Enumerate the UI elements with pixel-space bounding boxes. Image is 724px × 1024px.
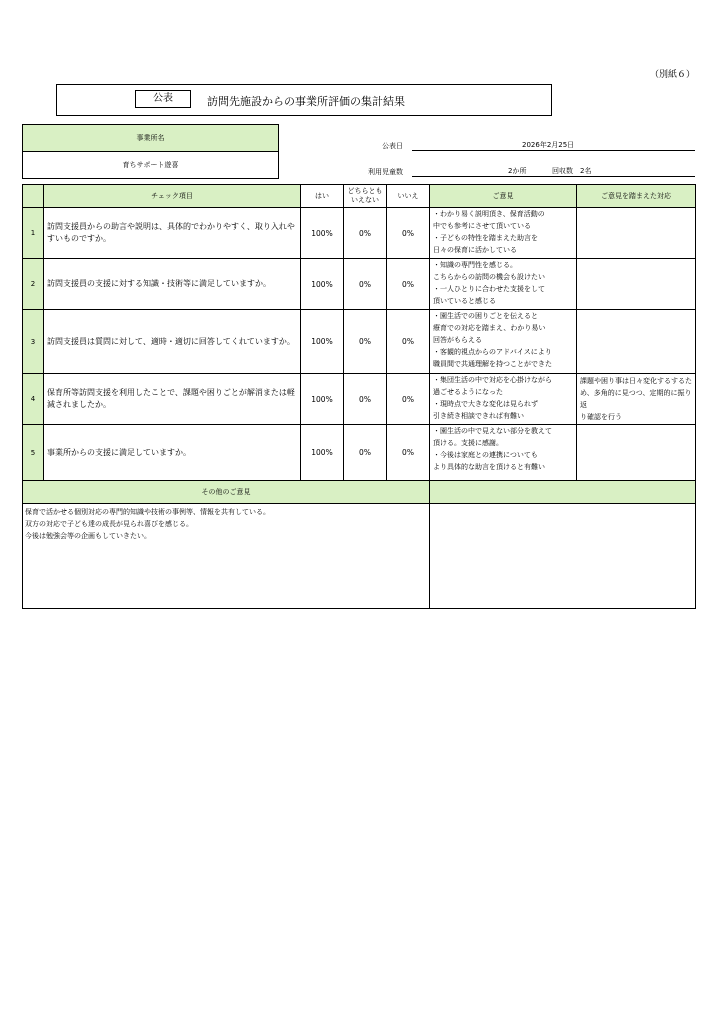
row-number: 2 bbox=[23, 259, 44, 310]
header-yes: はい bbox=[301, 185, 344, 208]
row-no: 0% bbox=[387, 310, 430, 374]
row-opinions-text: ・集団生活の中で対応を心掛けながら 過ごせるようになった ・現時点で大きな変化は見られず 引き続き相談できれば有難い bbox=[433, 376, 552, 420]
row-question: 訪問支援員は質問に対して、適時・適切に回答してくれていますか。 bbox=[44, 310, 301, 374]
publication-tag: 公表 bbox=[135, 90, 191, 108]
row-question: 訪問支援員からの助言や説明は、具体的でわかりやすく、取り入れやすいものですか。 bbox=[44, 208, 301, 259]
row-response bbox=[577, 310, 696, 374]
row-opinions-text: ・園生活での困りごとを伝えると 療育での対応を踏まえ、わかり易い 回答がもらえる ・客観的視点からのアドバイスにより 職員間で共通理解を持つことができた bbox=[433, 312, 552, 368]
responses-label: 回収数 bbox=[552, 167, 573, 175]
row-neither: 0% bbox=[344, 208, 387, 259]
office-label: 事業所名 bbox=[23, 125, 279, 152]
publication-date: 2026年2月25日 bbox=[522, 141, 575, 149]
row-question: 保育所等訪問支援を利用したことで、課題や困りごとが解消または軽減されましたか。 bbox=[44, 374, 301, 425]
row-response bbox=[577, 425, 696, 481]
row-yes: 100% bbox=[301, 259, 344, 310]
row-neither: 0% bbox=[344, 310, 387, 374]
office-table bbox=[22, 124, 279, 179]
other-opinions-row bbox=[23, 504, 696, 609]
row-question: 事業所からの支援に満足していますか。 bbox=[44, 425, 301, 481]
responses-count: 2名 bbox=[580, 167, 592, 175]
other-opinions-label: その他のご意見 bbox=[23, 481, 430, 504]
row-number: 4 bbox=[23, 374, 44, 425]
row-yes: 100% bbox=[301, 310, 344, 374]
row-neither: 0% bbox=[344, 259, 387, 310]
table-row bbox=[23, 425, 696, 481]
row-number: 5 bbox=[23, 425, 44, 481]
other-opinions-response-header bbox=[430, 481, 696, 504]
row-opinions-text: ・わかり易く説明頂き、保育活動の 中でも参考にさせて頂いている ・子どもの特性を踏まえた助言を 日々の保育に活かしている bbox=[433, 210, 545, 254]
office-name: 育ちサポート遊喜 bbox=[23, 152, 279, 179]
other-opinions-text: 保育で活かせる個別対応の専門的知識や技術の事例等、情報を共有している。 双方の対応で子ども達の成長が見られ喜びを感じる。 今後は勉強会等の企画もしていきたい。 bbox=[25, 508, 270, 540]
other-opinions-cell bbox=[23, 504, 430, 609]
annex-label: （別紙６） bbox=[650, 70, 696, 80]
header-neither: どちらとも いえない bbox=[344, 185, 387, 208]
table-row bbox=[23, 259, 696, 310]
row-opinions bbox=[430, 259, 577, 310]
other-opinions-response-cell bbox=[430, 504, 696, 609]
row-no: 0% bbox=[387, 374, 430, 425]
publication-date-label: 公表日 bbox=[382, 142, 403, 150]
header-check-items: チェック項目 bbox=[44, 185, 301, 208]
row-yes: 100% bbox=[301, 374, 344, 425]
header-number bbox=[23, 185, 44, 208]
children-count-label: 利用児童数 bbox=[368, 168, 403, 176]
row-question: 訪問支援員の支援に対する知識・技術等に満足していますか。 bbox=[44, 259, 301, 310]
row-neither: 0% bbox=[344, 425, 387, 481]
header-opinions: ご意見 bbox=[430, 185, 577, 208]
row-opinions bbox=[430, 425, 577, 481]
header-no: いいえ bbox=[387, 185, 430, 208]
children-count-line bbox=[412, 176, 695, 177]
header-response: ご意見を踏まえた対応 bbox=[577, 185, 696, 208]
row-no: 0% bbox=[387, 208, 430, 259]
row-opinions-text: ・園生活の中で見えない部分を教えて 頂ける。支援に感謝。 ・今後は家庭との連携についても より具体的な助言を頂けると有難い bbox=[433, 427, 552, 471]
table-row bbox=[23, 310, 696, 374]
row-yes: 100% bbox=[301, 208, 344, 259]
row-opinions bbox=[430, 208, 577, 259]
publication-date-line bbox=[412, 150, 695, 151]
row-opinions-text: ・知識の専門性を感じる。 こちらからの訪問の機会も設けたい ・一人ひとりに合わせた支援をして 頂いていると感じる bbox=[433, 261, 545, 305]
evaluation-table bbox=[22, 184, 696, 609]
row-response bbox=[577, 259, 696, 310]
row-no: 0% bbox=[387, 425, 430, 481]
table-row bbox=[23, 374, 696, 425]
table-row bbox=[23, 208, 696, 259]
row-opinions bbox=[430, 310, 577, 374]
other-opinions-header-row bbox=[23, 481, 696, 504]
row-no: 0% bbox=[387, 259, 430, 310]
row-number: 3 bbox=[23, 310, 44, 374]
table-header-row bbox=[23, 185, 696, 208]
row-response bbox=[577, 208, 696, 259]
row-yes: 100% bbox=[301, 425, 344, 481]
page-title: 訪問先施設からの事業所評価の集計結果 bbox=[207, 95, 405, 108]
row-number: 1 bbox=[23, 208, 44, 259]
row-neither: 0% bbox=[344, 374, 387, 425]
children-count: 2か所 bbox=[508, 167, 527, 175]
row-response-text: 課題や困り事は日々変化するするた め、多角的に見つつ、定期的に振り返 り確認を行う bbox=[580, 377, 692, 421]
row-opinions bbox=[430, 374, 577, 425]
row-response bbox=[577, 374, 696, 425]
